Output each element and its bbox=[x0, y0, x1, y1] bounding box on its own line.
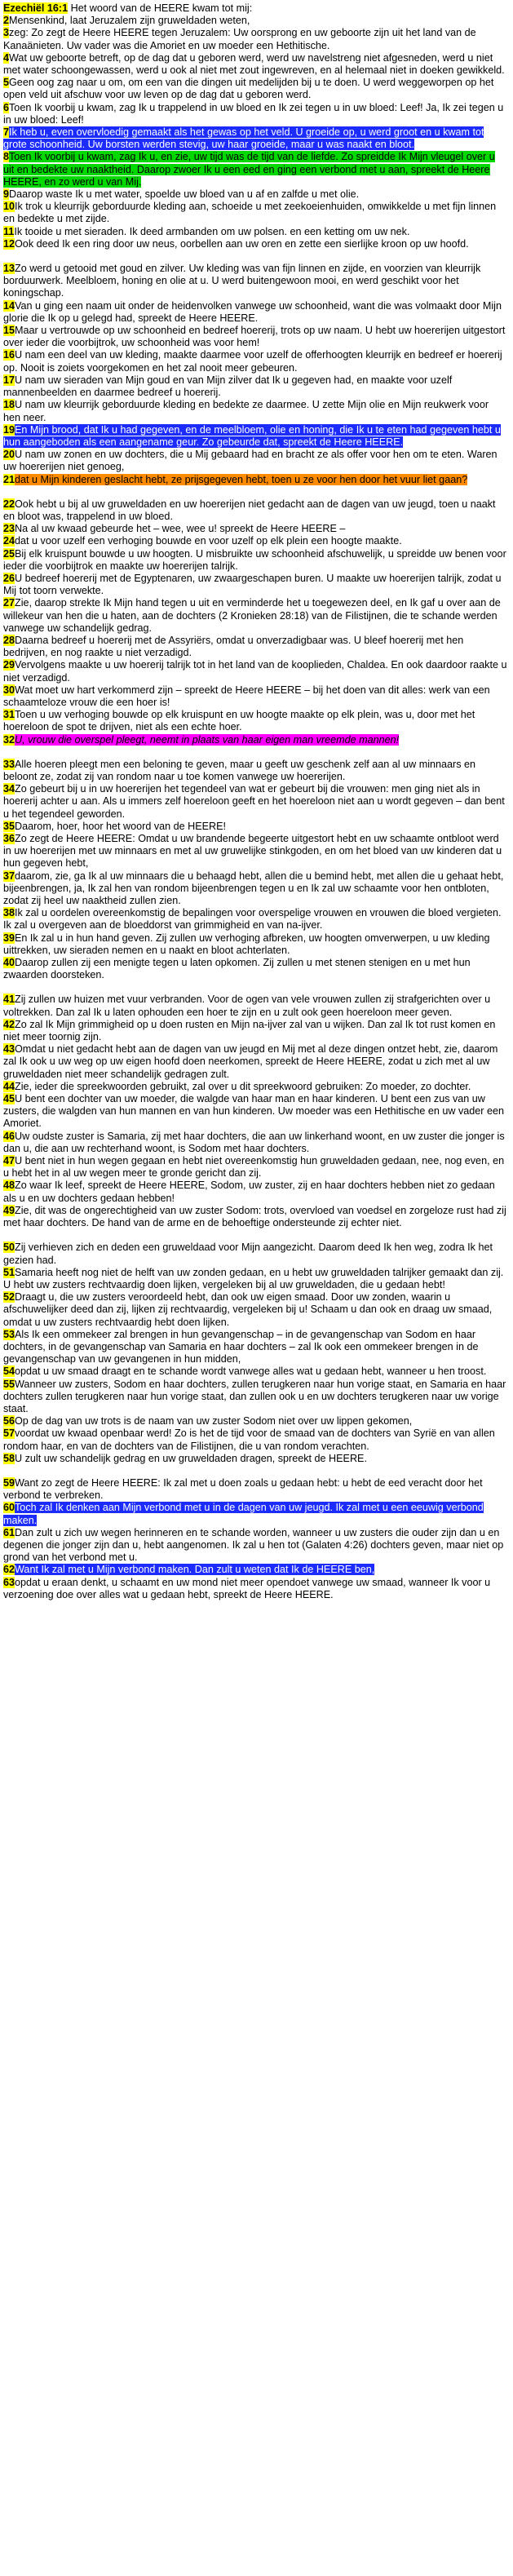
verse-text: Toch zal Ik denken aan Mijn verbond met u in de dagen van uw jeugd. Ik zal met u een eeuwig verbond maken. bbox=[3, 1502, 484, 1526]
verse-text: U nam uw zonen en uw dochters, die u Mij gebaard had en bracht ze als offer voor hen om te eten. Waren uw hoererijen niet genoeg, bbox=[3, 449, 498, 473]
verse-62: 62Want Ik zal met u Mijn verbond maken. Dan zult u weten dat Ik de HEERE ben, bbox=[3, 1564, 375, 1576]
verse-12: 12Ook deed Ik een ring door uw neus, oorbellen aan uw oren en zette een sierlijke kroon op uw hoofd. bbox=[3, 237, 469, 250]
verse-57: 57voordat uw kwaad openbaar werd! Zo is het de tijd voor de smaad van de dochters van Syrië en van allen rondom haar, en van de dochters van de Filistijnen, die u van rondom verachten. bbox=[3, 1427, 495, 1452]
verse-43: 43Omdat u niet gedacht hebt aan de dagen van uw jeugd en Mij met al deze dingen ontzet hebt, zie, daarom zal Ik ook u uw weg op uw eigen hoofd doen neerkomen, spreekt de Heere HEERE, zodat u zich met al uw gruweldaden niet meer schandelijk gedragen zult. bbox=[3, 1043, 498, 1080]
verse-35: 35Daarom, hoer, hoor het woord van de HEERE! bbox=[3, 820, 227, 832]
verse-11: 11Ik tooide u met sieraden. Ik deed armbanden om uw polsen. en een ketting om uw nek. bbox=[3, 225, 410, 237]
verse-text: Wanneer uw zusters, Sodom en haar dochters, zullen terugkeren naar hun vorige staat, en Samaria en haar dochters zullen terugkeren naar hun vorige staat, dan zullen ook u en uw dochters terugkeren naar uw vorige staat. bbox=[3, 1378, 506, 1414]
verse-40: 40Daarop zullen zij een menigte tegen u laten opkomen. Zij zullen u met stenen stenigen en u met hun zwaarden doorsteken. bbox=[3, 957, 471, 981]
verse-39: 39En Ik zal u in hun hand geven. Zij zullen uw verhoging afbreken, uw hoogten omverwerpen, u uw kleding uittrekken, uw sieraden nemen en u naakt en bloot achterlaten. bbox=[3, 932, 490, 956]
verse-text: Maar u vertrouwde op uw schoonheid en bedreef hoererij, trots op uw naam. U hebt uw hoererijen uitgestort over ieder die voorbijtrok, uw schoonheid was voor hem! bbox=[3, 325, 506, 349]
verse-text: zeg: Zo zegt de Heere HEERE tegen Jeruzalem: Uw oorsprong en uw geboorte zijn uit het land van de Kanaänieten. Uw vader was die Amoriet en uw moeder een Hethitische. bbox=[3, 27, 476, 51]
verse-34: 34Zo gebeurt bij u in uw hoererijen het tegendeel van wat er gebeurt bij die vrouwen: men ging niet als in hoererij achter u aan. Als u immers zelf hoereloon geeft en het hoereloon niet aan u wordt gegeven – dan bent u het tegendeel geworden. bbox=[3, 783, 505, 820]
verse-54: 54opdat u uw smaad draagt en te schande wordt vanwege alles wat u gedaan hebt, wanneer u hen troost. bbox=[3, 1365, 487, 1378]
verse-text: Zij zullen uw huizen met vuur verbranden. Voor de ogen van vele vrouwen zullen zij strafgerichten over u voltrekken. Dan zal Ik u laten ophouden een hoer te zijn en u zult ook geen hoereloon meer geven. bbox=[3, 994, 491, 1018]
verse-36: 36Zo zegt de Heere HEERE: Omdat u uw brandende begeerte uitgestort hebt en uw schaamte ontbloot werd in uw hoererijen met uw minnaars en met al uw gruwelijke stinkgoden, en om het bloed van uw kinderen dat u hun gegeven hebt, bbox=[3, 833, 502, 870]
verse-text: Daarop waste Ik u met water, spoelde uw bloed van u af en zalfde u met olie. bbox=[9, 188, 360, 201]
verse-18: 18U nam uw kleurrijk geborduurde kleding en bedekte ze daarmee. U zette Mijn olie en Mijn reukwerk voor hen neer. bbox=[3, 399, 489, 423]
verse-42: 42Zo zal Ik Mijn grimmigheid op u doen rusten en Mijn na-ijver zal van u wijken. Dan zal Ik tot rust komen en niet meer toornig zijn. bbox=[3, 1018, 496, 1043]
verse-37: 37daarom, zie, ga Ik al uw minnaars die u behaagd hebt, allen die u bemind hebt, met allen die u gehaat hebt, bijeenbrengen, ja, Ik zal hen van rondom bijeenbrengen tegen u en Ik zal uw schaamte voor hen ontbloten, zodat zij heel uw naaktheid zullen zien. bbox=[3, 870, 504, 907]
verse-text: Ik trok u kleurrijk geborduurde kleding aan, schoeide u met zeekoeienhuiden, omwikkelde u met fijn linnen en bedekte u met zijde. bbox=[3, 201, 497, 225]
verse-text: U bent een dochter van uw moeder, die walgde van haar man en haar kinderen. U bent een zus van uw zusters, die walgden van hun mannen en van hun kinderen. Uw moeder was een Hethitische en uw vader een Amoriet. bbox=[3, 1093, 504, 1130]
verse-text: Ook deed Ik een ring door uw neus, oorbellen aan uw oren en zette een sierlijke kroon op uw hoofd. bbox=[15, 237, 469, 250]
verse-text: U bent niet in hun wegen gegaan en hebt niet overeenkomstig hun gruweldaden gedaan, nee, nog even, en u hebt het in al uw wegen meer te gronde gericht dan zij. bbox=[3, 1155, 505, 1180]
verse-text: Toen u uw verhoging bouwde op elk kruispunt en uw hoogte maakte op elk plein, was u, door met het hoereloon de spot te drijven, niet als een echte hoer. bbox=[3, 709, 475, 733]
verse-13: 13Zo werd u getooid met goud en zilver. Uw kleding was van fijn linnen en zijde, en voorzien van kleurrijk borduurwerk. Meelbloem, honing en olie at u. U werd buitengewoon mooi, en werd geschikt voor het koningschap. bbox=[3, 263, 481, 299]
verse-32: 32U, vrouw die overspel pleegt, neemt in plaats van haar eigen man vreemde mannen! bbox=[3, 733, 400, 746]
verse-31: 31Toen u uw verhoging bouwde op elk kruispunt en uw hoogte maakte op elk plein, was u, door met het hoereloon de spot te drijven, niet als een echte hoer. bbox=[3, 709, 475, 733]
verse-3: 3zeg: Zo zegt de Heere HEERE tegen Jeruzalem: Uw oorsprong en uw geboorte zijn uit het land van de Kanaänieten. Uw vader was die Amoriet en uw moeder een Hethitische. bbox=[3, 27, 476, 51]
verse-text: Van u ging een naam uit onder de heidenvolken vanwege uw schoonheid, want die was volmaakt door Mijn glorie die Ik op u gelegd had, spreekt de Heere HEERE. bbox=[3, 299, 502, 324]
verse-58: 58U zult uw schandelijk gedrag en uw gruweldaden dragen, spreekt de HEERE. bbox=[3, 1452, 367, 1464]
verse-text: Ik zal u oordelen overeenkomstig de bepalingen voor overspelige vrouwen en vrouwen die bloed vergieten. Ik zal u overgeven aan de bloeddorst van grimmigheid en van na-ijver. bbox=[3, 907, 502, 932]
verse-text: Omdat u niet gedacht hebt aan de dagen van uw jeugd en Mij met al deze dingen ontzet hebt, zie, daarom zal Ik ook u uw weg op uw eigen hoofd doen neerkomen, spreekt de Heere HEERE, zodat u zich met al uw gruweldaden niet meer schandelijk gedragen zult. bbox=[3, 1043, 498, 1080]
verse-text: En Mijn brood, dat Ik u had gegeven, en de meelbloem, olie en honing, die Ik u te eten had gegeven hebt u hun aangeboden als een aangename geur. Zo gebeurde dat, spreekt de Heere HEERE. bbox=[3, 423, 501, 448]
verse-text: Draagt u, die uw zusters veroordeeld hebt, dan ook uw eigen smaad. Door uw zonden, waarin u afschuwelijker deed dan zij, lijken zij rechtvaardig, vergeleken bij u! Schaam u dan ook en draag uw smaad, omdat u uw zusters rechtvaardig hebt doen lijken. bbox=[3, 1291, 493, 1328]
verse-14: 14Van u ging een naam uit onder de heidenvolken vanwege uw schoonheid, want die was volmaakt door Mijn glorie die Ik op u gelegd had, spreekt de Heere HEERE. bbox=[3, 299, 502, 324]
verse-16: 16U nam een deel van uw kleding, maakte daarmee voor uzelf de offerhoogten kleurrijk en bedreef er hoererij op. Nooit is zoiets voorgekomen en het zal nooit meer gebeuren. bbox=[3, 349, 502, 374]
verse-text: Zie, dit was de ongerechtigheid van uw zuster Sodom: trots, overvloed van voedsel en zorgeloze rust had zij met haar dochters. De hand van de arme en de behoeftige ondersteunde zij echter niet. bbox=[3, 1204, 506, 1229]
verse-text: Na al uw kwaad gebeurde het – wee, wee u! spreekt de Heere HEERE – bbox=[15, 523, 346, 535]
verse-text: Toen Ik voorbij u kwam, zag Ik u, en zie, uw tijd was de tijd van de liefde. Zo spreidde Ik Mijn vleugel over u uit en bedekte uw naaktheid. Daarop zwoer Ik u een eed en ging een verbond met u aan, spreekt de Heere HEERE, en zo werd u van Mij. bbox=[3, 151, 495, 188]
verse-text: voordat uw kwaad openbaar werd! Zo is het de tijd voor de smaad van de dochters van Syrië en van allen rondom haar, en van de dochters van de Filistijnen, die u van rondom verachten. bbox=[3, 1427, 495, 1452]
verse-19: 19En Mijn brood, dat Ik u had gegeven, en de meelbloem, olie en honing, die Ik u te eten had gegeven hebt u hun aangeboden als een aangename geur. Zo gebeurde dat, spreekt de Heere HEERE. bbox=[3, 423, 501, 448]
verse-text: U nam uw sieraden van Mijn goud en van Mijn zilver dat Ik u gegeven had, en maakte voor uzelf mannenbeelden en daarmee bedreef u hoererij. bbox=[3, 374, 453, 399]
verse-text: Daarom, hoer, hoor het woord van de HEERE! bbox=[15, 820, 227, 832]
verse-text: Ik tooide u met sieraden. Ik deed armbanden om uw polsen. en een ketting om uw nek. bbox=[14, 225, 410, 237]
verse-28: 28Daarna bedreef u hoererij met de Assyriërs, omdat u onverzadigbaar was. U bleef hoererij met hen bedrijven, en nog raakte u niet verzadigd. bbox=[3, 634, 464, 659]
verse-44: 44Zie, ieder die spreekwoorden gebruikt, zal over u dit spreekwoord gebruiken: Zo moeder, zo dochter. bbox=[3, 1080, 471, 1092]
verse-41: 41Zij zullen uw huizen met vuur verbranden. Voor de ogen van vele vrouwen zullen zij strafgerichten over u voltrekken. Dan zal Ik u laten ophouden een hoer te zijn en u zult ook geen hoereloon meer geven. bbox=[3, 994, 491, 1018]
verse-text: Als Ik een ommekeer zal brengen in hun gevangenschap – in de gevangenschap van Sodom en haar dochters, in de gevangenschap van Samaria en haar dochters – zal Ik ook een ommekeer brengen in de gevangenschap van uw gevangenen in hun midden, bbox=[3, 1328, 479, 1365]
verse-60: 60Toch zal Ik denken aan Mijn verbond met u in de dagen van uw jeugd. Ik zal met u een eeuwig verbond maken. bbox=[3, 1502, 484, 1526]
verse-27: 27Zie, daarop strekte Ik Mijn hand tegen u uit en verminderde het u toegewezen deel, en Ik gaf u over aan de willekeur van hen die u haten, aan de dochters (2 Kronieken 28:18) van de Filistijnen, die te schande werden vanwege uw schandelijk gedrag. bbox=[3, 597, 501, 634]
verse-50: 50Zij verhieven zich en deden een gruweldaad voor Mijn aangezicht. Daarom deed Ik hen weg, zodra Ik het gezien had. bbox=[3, 1242, 493, 1266]
verse-text: Zie, ieder die spreekwoorden gebruikt, zal over u dit spreekwoord gebruiken: Zo moeder, zo dochter. bbox=[15, 1080, 471, 1092]
verse-5: 5Geen oog zag naar u om, om een van die dingen uit medelijden bij u te doen. U werd weggeworpen op het open veld uit afschuw voor uw leven op de dag dat u geboren werd. bbox=[3, 77, 494, 101]
verse-29: 29Vervolgens maakte u uw hoererij talrijk tot in het land van de kooplieden, Chaldea. En ook daardoor raakte u niet verzadigd. bbox=[3, 659, 507, 684]
verse-49: 49Zie, dit was de ongerechtigheid van uw zuster Sodom: trots, overvloed van voedsel en zorgeloze rust had zij met haar dochters. De hand van de arme en de behoeftige ondersteunde zij echter niet. bbox=[3, 1204, 506, 1229]
verse-47: 47U bent niet in hun wegen gegaan en hebt niet overeenkomstig hun gruweldaden gedaan, nee, nog even, en u hebt het in al uw wegen meer te gronde gericht dan zij. bbox=[3, 1155, 505, 1180]
verse-45: 45U bent een dochter van uw moeder, die walgde van haar man en haar kinderen. U bent een zus van uw zusters, die walgden van hun mannen en van hun kinderen. Uw moeder was een Hethitische en uw vader een Amoriet. bbox=[3, 1093, 504, 1130]
verse-text: Uw oudste zuster is Samaria, zij met haar dochters, die aan uw linkerhand woont, en uw zuster die jonger is dan u, die aan uw rechterhand woont, is Sodom met haar dochters. bbox=[3, 1130, 505, 1154]
verse-38: 38Ik zal u oordelen overeenkomstig de bepalingen voor overspelige vrouwen en vrouwen die bloed vergieten. Ik zal u overgeven aan de bloeddorst van grimmigheid en van na-ijver. bbox=[3, 907, 502, 932]
verse-17: 17U nam uw sieraden van Mijn goud en van Mijn zilver dat Ik u gegeven had, en maakte voor uzelf mannenbeelden en daarmee bedreef u hoererij. bbox=[3, 374, 453, 399]
verse-51: 51Samaria heeft nog niet de helft van uw zonden gedaan, en u hebt uw gruweldaden talrijker gemaakt dan zij. U hebt uw zusters rechtvaardig doen lijken, vergeleken bij al uw gruweldaden, die u gedaan hebt! bbox=[3, 1266, 504, 1290]
verse-26: 26U bedreef hoererij met de Egyptenaren, uw zwaargeschapen buren. U maakte uw hoererijen talrijk, zodat u Mij tot toorn verwekte. bbox=[3, 572, 502, 597]
verse-48: 48Zo waar Ik leef, spreekt de Heere HEERE, Sodom, uw zuster, zij en haar dochters hebben niet zo gedaan als u en uw dochters gedaan hebben! bbox=[3, 1180, 495, 1204]
verse-text: Daarop zullen zij een menigte tegen u laten opkomen. Zij zullen u met stenen stenigen en u met hun zwaarden doorsteken. bbox=[3, 957, 471, 981]
verse-10: 10Ik trok u kleurrijk geborduurde kleding aan, schoeide u met zeekoeienhuiden, omwikkelde u met fijn linnen en bedekte u met zijde. bbox=[3, 201, 497, 225]
verse-text: Wat uw geboorte betreft, op de dag dat u geboren werd, werd uw navelstreng niet afgesneden, werd u niet met water schoongewassen, werd u ook al niet met zout ingewreven, en al helemaal niet in doeken gewikkeld. bbox=[3, 51, 505, 77]
verse-text: Alle hoeren pleegt men een beloning te geven, maar u geeft uw geschenk zelf aan al uw minnaars en beloont ze, zodat zij van rondom naar u toe komen vanwege uw hoererijen. bbox=[3, 758, 476, 782]
verse-text: Zo zegt de Heere HEERE: Omdat u uw brandende begeerte uitgestort hebt en uw schaamte ontbloot werd in uw hoererijen met uw minnaars en met al uw gruwelijke stinkgoden, en om het bloed van uw kinderen dat u hun gegeven hebt, bbox=[3, 833, 502, 870]
verse-text: Geen oog zag naar u om, om een van die dingen uit medelijden bij u te doen. U werd weggeworpen op het open veld uit afschuw voor uw leven op de dag dat u geboren werd. bbox=[3, 77, 494, 101]
verse-text: U bedreef hoererij met de Egyptenaren, uw zwaargeschapen buren. U maakte uw hoererijen talrijk, zodat u Mij tot toorn verwekte. bbox=[3, 572, 502, 597]
verse-text: Ook hebt u bij al uw gruweldaden en uw hoererijen niet gedacht aan de dagen van uw jeugd, toen u naakt en bloot was, trappelend in uw bloed. bbox=[3, 498, 496, 522]
verse-text: Wat moet uw hart verkommerd zijn – spreekt de Heere HEERE – bij het doen van dit alles: werk van een schaamteloze vrouw die een hoer is! bbox=[3, 684, 490, 708]
verse-text: Zo zal Ik Mijn grimmigheid op u doen rusten en Mijn na-ijver zal van u wijken. Dan zal Ik tot rust komen en niet meer toornig zijn. bbox=[3, 1018, 496, 1043]
verse-52: 52Draagt u, die uw zusters veroordeeld hebt, dan ook uw eigen smaad. Door uw zonden, waarin u afschuwelijker deed dan zij, lijken zij rechtvaardig, vergeleken bij u! Schaam u dan ook en draag uw smaad, omdat u uw zusters rechtvaardig hebt doen lijken. bbox=[3, 1291, 493, 1328]
verse-6: 6Toen Ik voorbij u kwam, zag Ik u trappelend in uw bloed en Ik zei tegen u in uw bloed: Leef! Ja, Ik zei tegen u in uw bloed: Leef! bbox=[3, 101, 504, 126]
verse-text: Mensenkind, laat Jeruzalem zijn gruweldaden weten, bbox=[9, 15, 250, 27]
verse-20: 20U nam uw zonen en uw dochters, die u Mij gebaard had en bracht ze als offer voor hen om te eten. Waren uw hoererijen niet genoeg, bbox=[3, 449, 498, 473]
verse-text: Bij elk kruispunt bouwde u uw hoogten. U misbruikte uw schoonheid afschuwelijk, u spreidde uw benen voor ieder die voorbijtrok en maakte uw hoererijen talrijk. bbox=[3, 547, 506, 572]
verse-text: U, vrouw die overspel pleegt, neemt in plaats van haar eigen man vreemde mannen! bbox=[15, 733, 400, 746]
verse-25: 25Bij elk kruispunt bouwde u uw hoogten. U misbruikte uw schoonheid afschuwelijk, u spreidde uw benen voor ieder die voorbijtrok en maakte uw hoererijen talrijk. bbox=[3, 547, 506, 572]
verse-text: Zo werd u getooid met goud en zilver. Uw kleding was van fijn linnen en zijde, en voorzien van kleurrijk borduurwerk. Meelbloem, honing en olie at u. U werd buitengewoon mooi, en werd geschikt voor het koningschap. bbox=[3, 263, 481, 299]
verse-8: 8Toen Ik voorbij u kwam, zag Ik u, en zie, uw tijd was de tijd van de liefde. Zo spreidde Ik Mijn vleugel over u uit en bedekte uw naaktheid. Daarop zwoer Ik u een eed en ging een verbond met u aan, spreekt de Heere HEERE, en zo werd u van Mij. bbox=[3, 151, 495, 188]
verse-1: Ezechiël 16:1 Het woord van de HEERE kwam tot mij: bbox=[3, 2, 253, 14]
verse-59: 59Want zo zegt de Heere HEERE: Ik zal met u doen zoals u gedaan hebt: u hebt de eed veracht door het verbond te verbreken. bbox=[3, 1476, 483, 1502]
verse-61: 61Dan zult u zich uw wegen herinneren en te schande worden, wanneer u uw zusters die ouder zijn dan u en degenen die jonger zijn dan u, hebt aangenomen. Ik zal u hen tot (Galaten 4:26) dochters geven, maar niet op grond van het verbond met u. bbox=[3, 1526, 504, 1564]
verse-text: En Ik zal u in hun hand geven. Zij zullen uw verhoging afbreken, uw hoogten omverwerpen, u uw kleding uittrekken, uw sieraden nemen en u naakt en bloot achterlaten. bbox=[3, 932, 490, 956]
verse-text: U nam uw kleurrijk geborduurde kleding en bedekte ze daarmee. U zette Mijn olie en Mijn reukwerk voor hen neer. bbox=[3, 399, 489, 423]
verse-23: 23Na al uw kwaad gebeurde het – wee, wee u! spreekt de Heere HEERE – bbox=[3, 523, 346, 535]
verse-text: daarom, zie, ga Ik al uw minnaars die u behaagd hebt, allen die u bemind hebt, met allen die u gehaat hebt, bijeenbrengen, ja, Ik zal hen van rondom bijeenbrengen tegen u en Ik zal uw schaamte voor hen ontbloten, zodat zij heel uw naaktheid zullen zien. bbox=[3, 870, 504, 907]
verse-text: Zij verhieven zich en deden een gruweldaad voor Mijn aangezicht. Daarom deed Ik hen weg, zodra Ik het gezien had. bbox=[3, 1242, 493, 1266]
verse-9: 9Daarop waste Ik u met water, spoelde uw bloed van u af en zalfde u met olie. bbox=[3, 188, 360, 201]
verse-text: Daarna bedreef u hoererij met de Assyriërs, omdat u onverzadigbaar was. U bleef hoererij met hen bedrijven, en nog raakte u niet verzadigd. bbox=[3, 634, 464, 659]
verse-53: 53Als Ik een ommekeer zal brengen in hun gevangenschap – in de gevangenschap van Sodom en haar dochters, in de gevangenschap van Samaria en haar dochters – zal Ik ook een ommekeer brengen in de gevangenschap van uw gevangenen in hun midden, bbox=[3, 1328, 479, 1365]
verse-text: Zo gebeurt bij u in uw hoererijen het tegendeel van wat er gebeurt bij die vrouwen: men ging niet als in hoererij achter u aan. Als u immers zelf hoereloon geeft en het hoereloon niet aan u wordt gegeven – dan bent u het tegendeel geworden. bbox=[3, 783, 505, 820]
verse-63: 63opdat u eraan denkt, u schaamt en uw mond niet meer opendoet vanwege uw smaad, wanneer Ik voor u verzoening doe over alles wat u gedaan hebt, spreekt de Heere HEERE. bbox=[3, 1576, 491, 1600]
chapter-title: Ezechiël 16: bbox=[3, 2, 63, 14]
verse-text: Zie, daarop strekte Ik Mijn hand tegen u uit en verminderde het u toegewezen deel, en Ik gaf u over aan de willekeur van hen die u haten, aan de dochters (2 Kronieken 28:18) van de Filistijnen, die te schande werden vanwege uw schandelijk gedrag. bbox=[3, 597, 501, 634]
verse-text: Het woord van de HEERE kwam tot mij: bbox=[70, 2, 253, 14]
verse-7: 7Ik heb u, even overvloedig gemaakt als het gewas op het veld. U groeide op, u werd groot en u kwam tot grote schoonheid. Uw borsten werden stevig, uw haar groeide, maar u was naakt en bloot. bbox=[3, 126, 484, 151]
verse-text: Ik heb u, even overvloedig gemaakt als het gewas op het veld. U groeide op, u werd groot en u kwam tot grote schoonheid. Uw borsten werden stevig, uw haar groeide, maar u was naakt en bloot. bbox=[3, 126, 484, 151]
verse-33: 33Alle hoeren pleegt men een beloning te geven, maar u geeft uw geschenk zelf aan al uw minnaars en beloont ze, zodat zij van rondom naar u toe komen vanwege uw hoererijen. bbox=[3, 758, 476, 782]
verse-22: 22Ook hebt u bij al uw gruweldaden en uw hoererijen niet gedacht aan de dagen van uw jeugd, toen u naakt en bloot was, trappelend in uw bloed. bbox=[3, 498, 496, 522]
verse-text: U zult uw schandelijk gedrag en uw gruweldaden dragen, spreekt de HEERE. bbox=[15, 1452, 367, 1464]
verse-text: opdat u uw smaad draagt en te schande wordt vanwege alles wat u gedaan hebt, wanneer u hen troost. bbox=[15, 1365, 487, 1378]
verse-24: 24dat u voor uzelf een verhoging bouwde en voor uzelf op elk plein een hoogte maakte. bbox=[3, 535, 402, 547]
verse-text: opdat u eraan denkt, u schaamt en uw mond niet meer opendoet vanwege uw smaad, wanneer Ik voor u verzoening doe over alles wat u gedaan hebt, spreekt de Heere HEERE. bbox=[3, 1576, 491, 1600]
verse-text: Samaria heeft nog niet de helft van uw zonden gedaan, en u hebt uw gruweldaden talrijker gemaakt dan zij. U hebt uw zusters rechtvaardig doen lijken, vergeleken bij al uw gruweldaden, die u gedaan hebt! bbox=[3, 1266, 504, 1290]
verse-55: 55Wanneer uw zusters, Sodom en haar dochters, zullen terugkeren naar hun vorige staat, en Samaria en haar dochters zullen terugkeren naar hun vorige staat, dan zullen ook u en uw dochters terugkeren naar uw vorige staat. bbox=[3, 1378, 506, 1414]
verse-15: 15Maar u vertrouwde op uw schoonheid en bedreef hoererij, trots op uw naam. U hebt uw hoererijen uitgestort over ieder die voorbijtrok, uw schoonheid was voor hem! bbox=[3, 325, 506, 349]
verse-30: 30Wat moet uw hart verkommerd zijn – spreekt de Heere HEERE – bij het doen van dit alles: werk van een schaamteloze vrouw die een hoer is! bbox=[3, 684, 490, 708]
verse-text: Want Ik zal met u Mijn verbond maken. Dan zult u weten dat Ik de HEERE ben, bbox=[15, 1564, 375, 1576]
verse-56: 56Op de dag van uw trots is de naam van uw zuster Sodom niet over uw lippen gekomen, bbox=[3, 1415, 413, 1427]
verse-4: 4Wat uw geboorte betreft, op de dag dat u geboren werd, werd uw navelstreng niet afgesneden, werd u niet met water schoongewassen, werd u ook al niet met zout ingewreven, en al helemaal niet in doeken gewikkeld. bbox=[3, 51, 505, 77]
verse-text: Want zo zegt de Heere HEERE: Ik zal met u doen zoals u gedaan hebt: u hebt de eed veracht door het verbond te verbreken. bbox=[3, 1476, 483, 1502]
verse-text: Zo waar Ik leef, spreekt de Heere HEERE, Sodom, uw zuster, zij en haar dochters hebben niet zo gedaan als u en uw dochters gedaan hebben! bbox=[3, 1180, 495, 1204]
verse-text: Vervolgens maakte u uw hoererij talrijk tot in het land van de kooplieden, Chaldea. En ook daardoor raakte u niet verzadigd. bbox=[3, 659, 507, 684]
verse-2: 2Mensenkind, laat Jeruzalem zijn gruweldaden weten, bbox=[3, 15, 250, 27]
verse-text: dat u Mijn kinderen geslacht hebt, ze prijsgegeven hebt, toen u ze voor hen door het vuur liet gaan? bbox=[15, 473, 468, 485]
verse-46: 46Uw oudste zuster is Samaria, zij met haar dochters, die aan uw linkerhand woont, en uw zuster die jonger is dan u, die aan uw rechterhand woont, is Sodom met haar dochters. bbox=[3, 1130, 505, 1154]
verse-text: Toen Ik voorbij u kwam, zag Ik u trappelend in uw bloed en Ik zei tegen u in uw bloed: Leef! Ja, Ik zei tegen u in uw bloed: Leef! bbox=[3, 101, 504, 126]
verse-text: Dan zult u zich uw wegen herinneren en te schande worden, wanneer u uw zusters die ouder zijn dan u en degenen die jonger zijn dan u, hebt aangenomen. Ik zal u hen tot (Galaten 4:26) dochters geven, maar niet op grond van het verbond met u. bbox=[3, 1526, 504, 1564]
verse-text: U nam een deel van uw kleding, maakte daarmee voor uzelf de offerhoogten kleurrijk en bedreef er hoererij op. Nooit is zoiets voorgekomen en het zal nooit meer gebeuren. bbox=[3, 349, 502, 374]
verse-text: Op de dag van uw trots is de naam van uw zuster Sodom niet over uw lippen gekomen, bbox=[15, 1415, 413, 1427]
verse-21: 21dat u Mijn kinderen geslacht hebt, ze prijsgegeven hebt, toen u ze voor hen door het vuur liet gaan? bbox=[3, 473, 468, 485]
verse-text: dat u voor uzelf een verhoging bouwde en voor uzelf op elk plein een hoogte maakte. bbox=[15, 535, 402, 547]
